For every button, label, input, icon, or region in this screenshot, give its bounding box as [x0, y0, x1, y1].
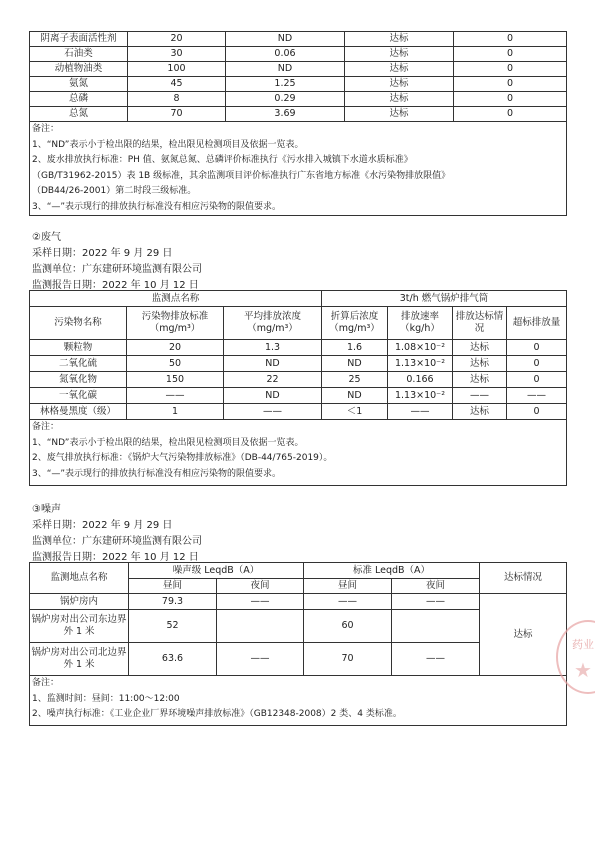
- table-row: [30, 372, 567, 388]
- converted-value: ND: [322, 388, 388, 404]
- table-row: [30, 32, 567, 47]
- col-header: 噪声级 LeqdB（A）: [129, 563, 304, 579]
- table-row: [30, 107, 567, 122]
- noise-table: [29, 562, 567, 726]
- sub-header-day: 昼间: [129, 579, 217, 594]
- noise-day-value: 79.3: [129, 594, 217, 610]
- star-icon: ★: [574, 658, 592, 682]
- status-value: 达标: [453, 404, 507, 420]
- note-line: 备注：: [32, 124, 60, 134]
- table-row: [30, 92, 567, 107]
- standard-night-value: [392, 610, 480, 643]
- result-value: 1.25: [226, 77, 345, 92]
- exceed-value: 0: [507, 340, 567, 356]
- col-header: 标准 LeqdB（A）: [304, 563, 480, 579]
- exceed-value: ——: [507, 388, 567, 404]
- status-value: ——: [453, 388, 507, 404]
- converted-value: ND: [322, 356, 388, 372]
- avg-value: 1.3: [224, 340, 322, 356]
- table-header-row: [30, 307, 567, 340]
- result-value: 3.69: [226, 107, 345, 122]
- rate-value: 1.13×10⁻²: [388, 356, 453, 372]
- note-line: 2、废气排放执行标准：《锅炉大气污染物排放标准》（DB-44/765-2019）。: [32, 453, 333, 463]
- water-notes: [30, 122, 567, 216]
- point-name-value: 3t/h 燃气锅炉排气筒: [322, 291, 567, 307]
- standard-value: 30: [128, 47, 226, 62]
- rate-value: 1.13×10⁻²: [388, 388, 453, 404]
- standard-value: 1: [127, 404, 224, 420]
- exceed-value: 0: [454, 107, 567, 122]
- table-row: [30, 388, 567, 404]
- note-line: 1、监测时间：昼间：11:00～12:00: [32, 693, 180, 704]
- exceed-value: 0: [507, 372, 567, 388]
- avg-value: ——: [224, 404, 322, 420]
- note-line: 1、“ND”表示小于检出限的结果，检出限见检测项目及依据一览表。: [32, 139, 304, 150]
- sub-header-day: 昼间: [304, 579, 392, 594]
- col-header: 超标排放量: [507, 307, 567, 340]
- pollutant-name: 总磷: [30, 92, 128, 107]
- pollutant-name: 石油类: [30, 47, 128, 62]
- table-row: [30, 77, 567, 92]
- note-line: （GB/T31962-2015）表 1B 级标准，其余监测项目评价标准执行广东省地方标准《水污染物排放限值》: [32, 170, 451, 181]
- rate-value: 1.08×10⁻²: [388, 340, 453, 356]
- exceed-value: 0: [507, 404, 567, 420]
- sub-header-night: 夜间: [392, 579, 480, 594]
- sub-header-night: 夜间: [217, 579, 304, 594]
- result-value: ND: [226, 32, 345, 47]
- avg-value: 22: [224, 372, 322, 388]
- noise-report-date: 监测报告日期：2022 年 10 月 12 日: [32, 552, 199, 563]
- avg-value: ND: [224, 388, 322, 404]
- result-value: ND: [226, 62, 345, 77]
- pollutant-name: 氮氧化物: [30, 372, 127, 388]
- location-name: 锅炉房内: [30, 594, 129, 610]
- gas-sample-date: 采样日期：2022 年 9 月 29 日: [32, 248, 173, 259]
- location-name: 锅炉房对出公司东边界外 1 米: [30, 610, 129, 643]
- note-line: 3、“—”表示现行的排放执行标准没有相应污染物的限值要求。: [32, 468, 282, 479]
- status-value: 达标: [480, 594, 567, 676]
- standard-day-value: ——: [304, 594, 392, 610]
- status-value: 达标: [345, 47, 454, 62]
- noise-night-value: ——: [217, 643, 304, 676]
- rate-value: ——: [388, 404, 453, 420]
- stamp-text: 药业: [572, 638, 594, 651]
- result-value: 0.29: [226, 92, 345, 107]
- pollutant-name: 二氧化硫: [30, 356, 127, 372]
- gas-section-title: ②废气: [32, 232, 61, 243]
- rate-value: 0.166: [388, 372, 453, 388]
- avg-value: ND: [224, 356, 322, 372]
- standard-night-value: ——: [392, 594, 480, 610]
- status-value: 达标: [453, 340, 507, 356]
- status-value: 达标: [345, 92, 454, 107]
- standard-value: 8: [128, 92, 226, 107]
- pollutant-name: 一氧化碳: [30, 388, 127, 404]
- noise-monitor-unit: 监测单位：广东建研环境监测有限公司: [32, 536, 202, 547]
- table-row: [30, 356, 567, 372]
- col-header: 排放速率（kg/h）: [388, 307, 453, 340]
- gas-report-date: 监测报告日期：2022 年 10 月 12 日: [32, 280, 199, 291]
- converted-value: 25: [322, 372, 388, 388]
- col-header: 达标情况: [480, 563, 567, 594]
- standard-value: 50: [127, 356, 224, 372]
- notes-row: [30, 122, 567, 216]
- col-header: 污染物名称: [30, 307, 127, 340]
- pollutant-name: 氨氮: [30, 77, 128, 92]
- standard-night-value: ——: [392, 643, 480, 676]
- noise-night-value: ——: [217, 594, 304, 610]
- table-row: [30, 404, 567, 420]
- table-row: [30, 62, 567, 77]
- col-header: 监测地点名称: [30, 563, 129, 594]
- status-value: 达标: [453, 356, 507, 372]
- noise-section-title: ③噪声: [32, 504, 61, 515]
- standard-value: 20: [128, 32, 226, 47]
- exceed-value: 0: [507, 356, 567, 372]
- table-header-row: [30, 563, 567, 579]
- gas-monitor-unit: 监测单位：广东建研环境监测有限公司: [32, 264, 202, 275]
- notes-row: [30, 420, 567, 486]
- note-line: 备注：: [32, 422, 60, 432]
- standard-value: 20: [127, 340, 224, 356]
- status-value: 达标: [345, 62, 454, 77]
- converted-value: ＜1: [322, 404, 388, 420]
- status-value: 达标: [345, 77, 454, 92]
- status-value: 达标: [345, 32, 454, 47]
- noise-night-value: [217, 610, 304, 643]
- pollutant-name: 颗粒物: [30, 340, 127, 356]
- noise-notes: [30, 676, 567, 726]
- noise-day-value: 63.6: [129, 643, 217, 676]
- noise-sample-date: 采样日期：2022 年 9 月 29 日: [32, 520, 173, 531]
- exceed-value: 0: [454, 62, 567, 77]
- water-table: [29, 31, 567, 216]
- exceed-value: 0: [454, 77, 567, 92]
- pollutant-name: 总氮: [30, 107, 128, 122]
- standard-value: ——: [127, 388, 224, 404]
- point-name-header: 监测点名称: [30, 291, 322, 307]
- gas-notes: [30, 420, 567, 486]
- exceed-value: 0: [454, 92, 567, 107]
- standard-value: 45: [128, 77, 226, 92]
- pollutant-name: 动植物油类: [30, 62, 128, 77]
- note-line: 2、噪声执行标准：《工业企业厂界环境噪声排放标准》（GB12348-2008）2 类、4 类标准。: [32, 709, 402, 719]
- exceed-value: 0: [454, 32, 567, 47]
- col-header: 污染物排放标准（mg/m³）: [127, 307, 224, 340]
- standard-day-value: 60: [304, 610, 392, 643]
- standard-value: 150: [127, 372, 224, 388]
- standard-value: 100: [128, 62, 226, 77]
- location-name: 锅炉房对出公司北边界外 1 米: [30, 643, 129, 676]
- notes-row: [30, 676, 567, 726]
- standard-day-value: 70: [304, 643, 392, 676]
- gas-table: [29, 290, 567, 486]
- converted-value: 1.6: [322, 340, 388, 356]
- note-line: 3、“—”表示现行的排放执行标准没有相应污染物的限值要求。: [32, 201, 282, 212]
- col-header: 排放达标情况: [453, 307, 507, 340]
- status-value: 达标: [453, 372, 507, 388]
- exceed-value: 0: [454, 47, 567, 62]
- col-header: 平均排放浓度（mg/m³）: [224, 307, 322, 340]
- status-value: 达标: [345, 107, 454, 122]
- table-row: [30, 47, 567, 62]
- pollutant-name: 阴离子表面活性剂: [30, 32, 128, 47]
- table-row: [30, 340, 567, 356]
- result-value: 0.06: [226, 47, 345, 62]
- note-line: 2、废水排放执行标准：PH 值、氨氮总氮、总磷评价标准执行《污水排入城镇下水道水质标准》: [32, 155, 413, 165]
- table-row: [30, 594, 567, 610]
- note-line: 1、“ND”表示小于检出限的结果，检出限见检测项目及依据一览表。: [32, 437, 304, 448]
- pollutant-name: 林格曼黑度（级）: [30, 404, 127, 420]
- standard-value: 70: [128, 107, 226, 122]
- table-header-row: [30, 291, 567, 307]
- note-line: 备注：: [32, 678, 60, 688]
- noise-day-value: 52: [129, 610, 217, 643]
- note-line: （DB44/26-2001）第二时段三级标准。: [32, 186, 197, 196]
- col-header: 折算后浓度（mg/m³）: [322, 307, 388, 340]
